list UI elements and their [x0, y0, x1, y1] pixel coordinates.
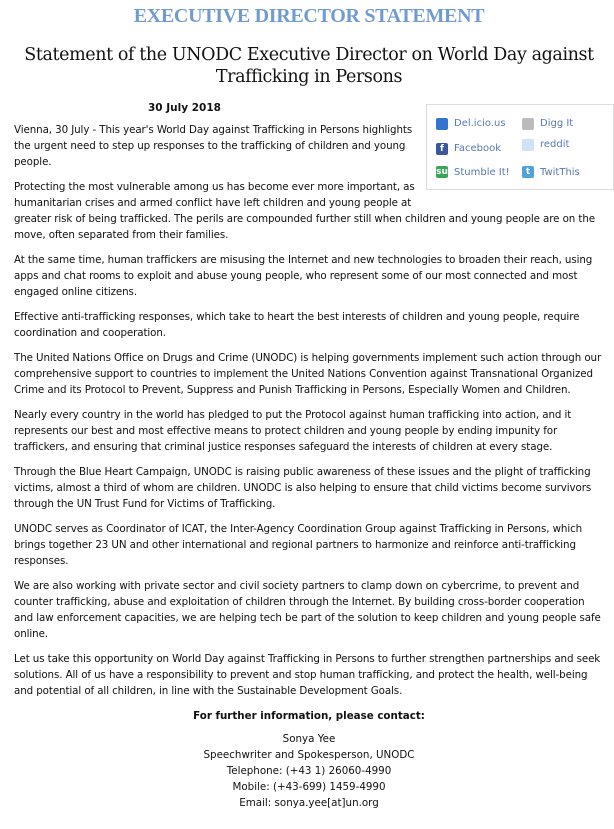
contact-name: Sonya Yee — [282, 733, 336, 745]
contact-heading: For further information, please contact: — [193, 710, 425, 722]
paragraph: Through the Blue Heart Campaign, UNODC is raising public awareness of these issues and the plight of trafficking victims, almost a third of whom are children. UNODC is also helping to ensure that child victims become survivors through the UN Trust Fund for Victims of Trafficking. — [14, 466, 592, 510]
paragraph: Nearly every country in the world has pledged to put the Protocol against human trafficking into action, and it represents our best and most effective means to protect children and young people by ending impunity for traffickers, and ensuring that criminal justice responses safeguard the interests of children at every stage. — [14, 409, 572, 453]
share-link-digg-it[interactable] — [522, 113, 608, 134]
twitter-icon: t — [522, 166, 534, 178]
share-link-label: Digg It — [540, 118, 574, 129]
contact-telephone: Telephone: (+43 1) 26060-4990 — [226, 765, 392, 777]
stumbleupon-icon: su — [436, 167, 448, 177]
share-link-facebook[interactable] — [436, 138, 522, 159]
paragraph: We are also working with private sector and civil society partners to clamp down on cybercrime, to prevent and counter trafficking, abuse and exploitation of children through the Internet. By building cross-border cooperation and law enforcement capacities, we are helping tech be part of the solution to keep children and young people safe online. — [14, 580, 601, 640]
share-link-stumble-it[interactable] — [436, 162, 522, 183]
delicious-icon — [436, 118, 448, 130]
paragraph: At the same time, human traffickers are misusing the Internet and new technologies to broaden their reach, using apps and chat rooms to exploit and abuse young people, who represent some of our most connected and most engaged online citizens. — [14, 254, 593, 298]
statement-date: 30 July 2018 — [148, 102, 221, 114]
page-title: Statement of the UNODC Executive Director on World Day against Trafficking in Persons — [24, 45, 594, 87]
section-banner: EXECUTIVE DIRECTOR STATEMENT — [133, 5, 485, 27]
contact-email: Email: sonya.yee[at]un.org — [239, 797, 379, 809]
paragraph: The United Nations Office on Drugs and Crime (UNODC) is helping governments implement such action through our comprehensive support to countries to implement the United Nations Convention against Transnational Organized Crime and its Protocol to Prevent, Suppress and Punish Trafficking in Persons, Especially Women and Children. — [14, 352, 602, 396]
share-link-label: Del.icio.us — [454, 118, 506, 129]
facebook-icon: f — [436, 143, 448, 155]
share-link-label: Facebook — [454, 143, 501, 154]
paragraph: Effective anti-trafficking responses, which take to heart the best interests of children and young people, require coordination and cooperation. — [14, 311, 580, 339]
share-link-twitthis[interactable] — [522, 162, 608, 183]
share-link-label: Stumble It! — [454, 166, 510, 178]
paragraph: Vienna, 30 July - This year's World Day against Trafficking in Persons highlights the urgent need to step up responses to the trafficking of children and young people. — [14, 124, 413, 168]
digg-icon — [522, 118, 534, 130]
share-link-del-icio-us[interactable] — [436, 113, 522, 134]
statement-body — [14, 118, 604, 699]
share-link-label: reddit — [540, 139, 570, 150]
reddit-icon — [522, 139, 534, 151]
share-link-label: TwitThis — [540, 166, 580, 178]
paragraph: UNODC serves as Coordinator of ICAT, the Inter-Agency Coordination Group against Trafficking in Persons, which brings together 23 UN and other international and regional partners to harmonize and reinforce anti-trafficking responses. — [14, 523, 583, 567]
paragraph: Protecting the most vulnerable among us has become ever more important, as humanitarian crises and armed conflict have left children and young people at greater risk of being trafficked. The perils are compounded further still when children and young people are on the move, often separated from their families. — [14, 181, 595, 241]
share-links-box — [426, 104, 614, 190]
contact-mobile: Mobile: (+43-699) 1459-4990 — [232, 781, 386, 793]
contact-role: Speechwriter and Spokesperson, UNODC — [203, 749, 415, 761]
contact-block — [14, 708, 604, 811]
paragraph: Let us take this opportunity on World Day against Trafficking in Persons to further strengthen partnerships and seek solutions. All of us have a responsibility to prevent and stop human trafficking, and protect the health, well-being and potential of all children, in line with the Sustainable Development Goals. — [14, 653, 601, 697]
share-link-reddit[interactable] — [522, 134, 608, 155]
